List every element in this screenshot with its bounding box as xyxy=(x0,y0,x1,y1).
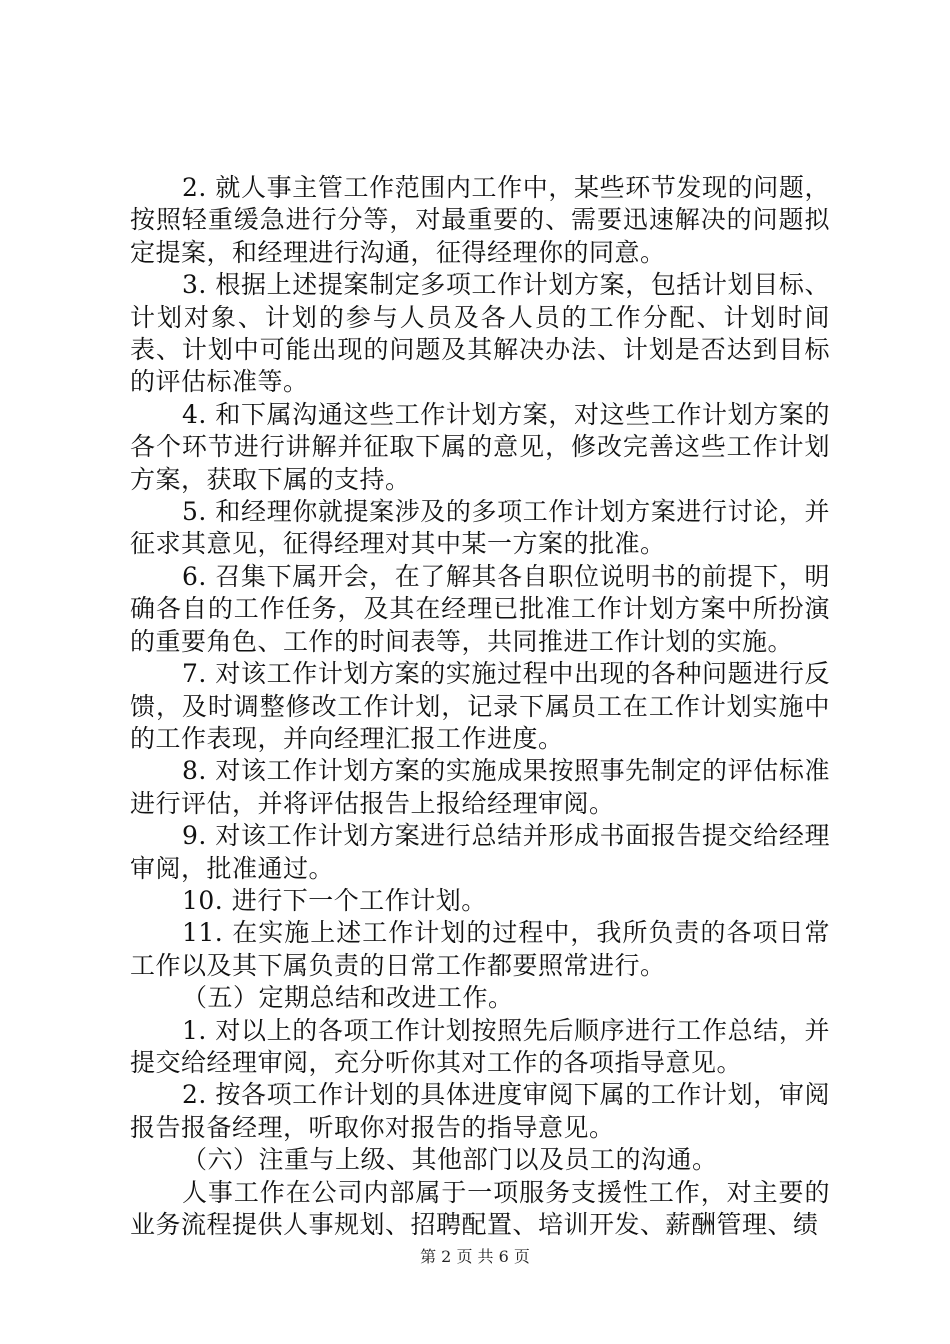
paragraph-item-11: 11. 在实施上述工作计划的过程中，我所负责的各项日常工作以及其下属负责的日常工作都要照常进行。 xyxy=(130,918,830,980)
document-body xyxy=(130,172,830,1241)
paragraph-item-10: 10. 进行下一个工作计划。 xyxy=(182,885,487,915)
paragraph-item-2: 2. 就人事主管工作范围内工作中，某些环节发现的问题，按照轻重缓急进行分等，对最重要的、需要迅速解决的问题拟定提案，和经理进行沟通，征得经理你的同意。 xyxy=(130,173,830,267)
section-heading-6: （六）注重与上级、其他部门以及员工的沟通。 xyxy=(182,1145,718,1175)
paragraph-item-4: 4. 和下属沟通这些工作计划方案，对这些工作计划方案的各个环节进行讲解并征取下属的意见，修改完善这些工作计划方案，获取下属的支持。 xyxy=(130,399,830,494)
paragraph-item-9: 9. 对该工作计划方案进行总结并形成书面报告提交给经理审阅，批准通过。 xyxy=(130,821,830,883)
paragraph-item-7: 7. 对该工作计划方案的实施过程中出现的各种问题进行反馈，及时调整修改工作计划，记录下属员工在工作计划实施中的工作表现，并向经理汇报工作进度。 xyxy=(130,659,830,753)
paragraph-item-6: 6. 召集下属开会，在了解其各自职位说明书的前提下，明确各自的工作任务，及其在经理已批准工作计划方案中所扮演的重要角色、工作的时间表等，共同推进工作计划的实施。 xyxy=(130,561,830,656)
paragraph-item-5-2: 2. 按各项工作计划的具体进度审阅下属的工作计划，审阅报告报备经理，听取你对报告的指导意见。 xyxy=(130,1080,830,1142)
paragraph-body-text: 人事工作在公司内部属于一项服务支援性工作，对主要的业务流程提供人事规划、招聘配置、培训开发、薪酬管理、绩 xyxy=(130,1177,830,1239)
paragraph-item-8: 8. 对该工作计划方案的实施成果按照事先制定的评估标准进行评估，并将评估报告上报给经理审阅。 xyxy=(130,756,830,818)
page-footer: 第 2 页 共 6 页 xyxy=(420,1247,530,1266)
paragraph-item-5: 5. 和经理你就提案涉及的多项工作计划方案进行讨论，并征求其意见，征得经理对其中某一方案的批准。 xyxy=(130,497,830,559)
paragraph-item-3: 3. 根据上述提案制定多项工作计划方案，包括计划目标、计划对象、计划的参与人员及各人员的工作分配、计划时间表、计划中可能出现的问题及其解决办法、计划是否达到目标的评估标准等。 xyxy=(130,270,830,397)
paragraph-item-5-1: 1. 对以上的各项工作计划按照先后顺序进行工作总结，并提交给经理审阅，充分听你其对工作的各项指导意见。 xyxy=(130,1015,830,1077)
section-heading-5: （五）定期总结和改进工作。 xyxy=(182,983,514,1013)
